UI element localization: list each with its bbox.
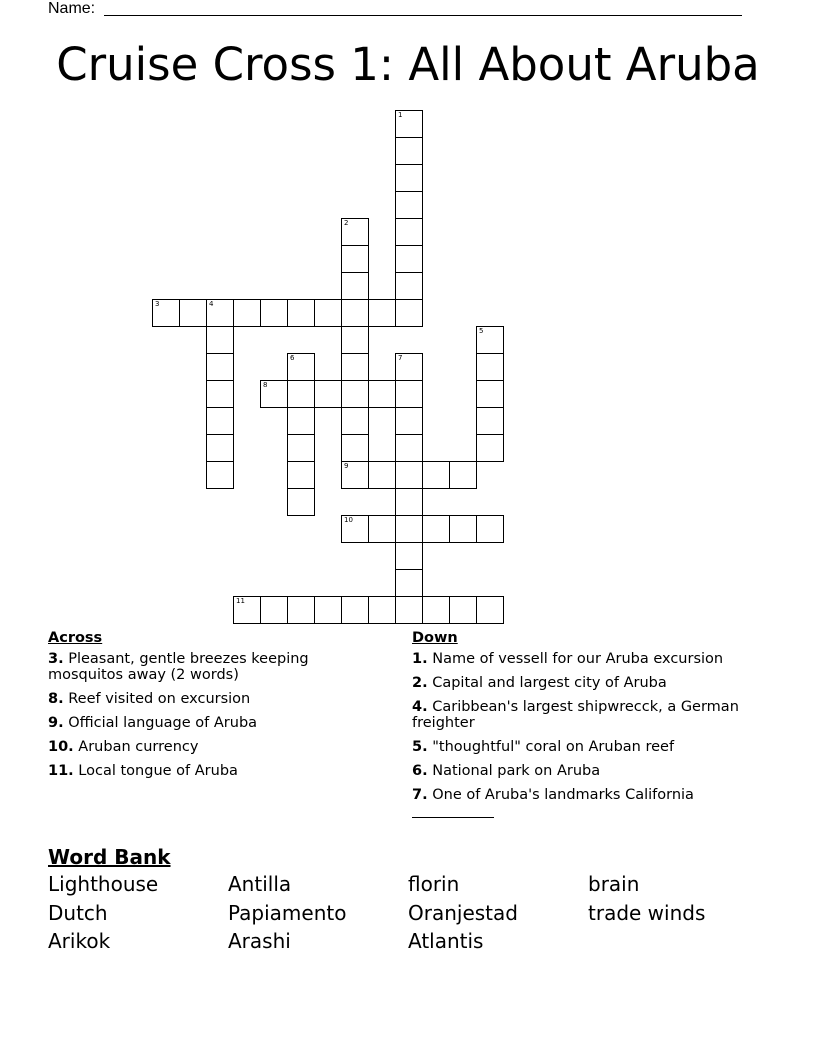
crossword-cell[interactable] [287, 461, 315, 489]
crossword-cell[interactable] [287, 407, 315, 435]
crossword-cell[interactable] [206, 353, 234, 381]
crossword-cell[interactable] [476, 380, 504, 408]
clue-number: 5. [412, 739, 428, 755]
crossword-cell[interactable] [395, 137, 423, 165]
crossword-cell[interactable] [395, 353, 423, 381]
answer-blank-line [412, 817, 494, 818]
crossword-cell[interactable] [449, 461, 477, 489]
clue-number: 4. [412, 699, 428, 715]
across-clues [48, 630, 378, 787]
word-bank-item: Papiamento [228, 900, 347, 925]
clue-text: Official language of Aruba [68, 715, 258, 731]
clue-down-2 [412, 675, 772, 691]
crossword-cell[interactable] [152, 299, 180, 327]
clue-across-9 [48, 715, 378, 731]
name-field[interactable] [48, 0, 748, 18]
crossword-cell[interactable] [476, 434, 504, 462]
clue-number: 9. [48, 715, 64, 731]
clue-text: Capital and largest city of Aruba [432, 675, 667, 691]
crossword-cell[interactable] [341, 596, 369, 624]
clue-text: Name of vessell for our Aruba excursion [432, 651, 724, 667]
crossword-cell[interactable] [260, 596, 288, 624]
page-title: Cruise Cross 1: All About Aruba [56, 38, 760, 91]
crossword-cell[interactable] [395, 191, 423, 219]
word-bank-item: Atlantis [408, 929, 484, 953]
crossword-cell[interactable] [341, 434, 369, 462]
crossword-cell[interactable] [260, 299, 288, 327]
cell-number: 11 [236, 597, 245, 605]
crossword-cell[interactable] [341, 461, 369, 489]
crossword-cell[interactable] [314, 299, 342, 327]
crossword-cell[interactable] [395, 461, 423, 489]
crossword-cell[interactable] [395, 596, 423, 624]
crossword-cell[interactable] [395, 218, 423, 246]
crossword-cell[interactable] [395, 434, 423, 462]
crossword-cell[interactable] [341, 218, 369, 246]
word-bank-item: Antilla [228, 872, 292, 896]
clue-text: Local tongue of Aruba [78, 763, 238, 779]
crossword-cell[interactable] [395, 488, 423, 516]
crossword-cell[interactable] [422, 515, 450, 543]
crossword-cell[interactable] [395, 380, 423, 408]
crossword-cell[interactable] [206, 434, 234, 462]
crossword-cell[interactable] [395, 515, 423, 543]
word-bank-item: Lighthouse [48, 872, 159, 896]
clue-text: One of Aruba's landmarks California [432, 787, 694, 803]
crossword-cell[interactable] [233, 596, 261, 624]
crossword-cell[interactable] [476, 515, 504, 543]
clue-number: 2. [412, 675, 428, 691]
crossword-cell[interactable] [449, 596, 477, 624]
crossword-cell[interactable] [368, 596, 396, 624]
crossword-cell[interactable] [260, 380, 288, 408]
crossword-cell[interactable] [206, 299, 234, 327]
down-clues [412, 630, 772, 826]
clue-number: 3. [48, 651, 64, 667]
clue-down-1 [412, 651, 772, 667]
clue-text: Pleasant, gentle breezes keeping mosquitos away (2 words) [48, 651, 309, 683]
clue-across-8 [48, 691, 378, 707]
crossword-cell[interactable] [368, 461, 396, 489]
crossword-cell[interactable] [395, 110, 423, 138]
crossword-cell[interactable] [395, 407, 423, 435]
crossword-cell[interactable] [314, 596, 342, 624]
clue-text: National park on Aruba [432, 763, 601, 779]
cell-number: 10 [344, 516, 353, 524]
word-bank-item: Dutch [48, 900, 108, 925]
clue-number: 6. [412, 763, 428, 779]
crossword-cell[interactable] [206, 326, 234, 354]
crossword-cell[interactable] [341, 326, 369, 354]
word-bank-item: florin [408, 872, 460, 896]
down-heading: Down [412, 630, 458, 646]
word-bank-item: trade winds [588, 900, 706, 925]
clue-text: Caribbean's largest shipwrecck, a German freighter [412, 699, 739, 731]
crossword-cell[interactable] [422, 461, 450, 489]
crossword-cell[interactable] [287, 488, 315, 516]
crossword-cell[interactable] [314, 380, 342, 408]
clue-across-3 [48, 651, 378, 683]
crossword-cell[interactable] [395, 164, 423, 192]
name-label: Name: [48, 0, 96, 17]
crossword-cell[interactable] [476, 407, 504, 435]
crossword-cell[interactable] [395, 245, 423, 273]
clue-number: 11. [48, 763, 74, 779]
clue-number: 1. [412, 651, 428, 667]
crossword-cell[interactable] [395, 272, 423, 300]
crossword-cell[interactable] [422, 596, 450, 624]
crossword-cell[interactable] [341, 515, 369, 543]
crossword-cell[interactable] [341, 407, 369, 435]
clue-across-10 [48, 739, 378, 755]
word-bank [48, 872, 788, 958]
crossword-cell[interactable] [368, 515, 396, 543]
crossword-cell[interactable] [395, 542, 423, 570]
clue-down-6 [412, 763, 772, 779]
clue-across-11 [48, 763, 378, 779]
clue-text: Reef visited on excursion [68, 691, 251, 707]
crossword-cell[interactable] [476, 326, 504, 354]
clue-down-5 [412, 739, 772, 755]
crossword-cell[interactable] [395, 299, 423, 327]
word-bank-item: brain [588, 872, 640, 896]
crossword-cell[interactable] [206, 380, 234, 408]
crossword-cell[interactable] [287, 380, 315, 408]
clue-text: "thoughtful" coral on Aruban reef [432, 739, 675, 755]
crossword-cell[interactable] [449, 515, 477, 543]
cell-number: 9 [344, 462, 349, 470]
cell-number: 5 [479, 327, 484, 335]
cell-number: 2 [344, 219, 349, 227]
crossword-cell[interactable] [368, 299, 396, 327]
clue-down-4 [412, 699, 772, 731]
crossword-cell[interactable] [395, 569, 423, 597]
across-heading: Across [48, 630, 103, 646]
crossword-cell[interactable] [341, 245, 369, 273]
word-bank-title: Word Bank [48, 845, 171, 869]
crossword-cell[interactable] [476, 353, 504, 381]
word-bank-item: Oranjestad [408, 900, 518, 925]
crossword-cell[interactable] [476, 596, 504, 624]
crossword-cell[interactable] [287, 353, 315, 381]
cell-number: 3 [155, 300, 160, 308]
clue-number: 7. [412, 787, 428, 803]
clue-number: 10. [48, 739, 74, 755]
word-bank-item: Arikok [48, 929, 111, 953]
cell-number: 6 [290, 354, 295, 362]
name-underline[interactable] [104, 15, 742, 16]
crossword-cell[interactable] [341, 380, 369, 408]
cell-number: 4 [209, 300, 214, 308]
clue-number: 8. [48, 691, 64, 707]
cell-number: 8 [263, 381, 268, 389]
clue-down-7 [412, 787, 772, 818]
clue-text: Aruban currency [78, 739, 199, 755]
crossword-cell[interactable] [233, 299, 261, 327]
crossword-cell[interactable] [287, 434, 315, 462]
crossword-cell[interactable] [206, 407, 234, 435]
cell-number: 1 [398, 111, 403, 119]
crossword-cell[interactable] [206, 461, 234, 489]
crossword-cell[interactable] [287, 596, 315, 624]
crossword-cell[interactable] [179, 299, 207, 327]
crossword-cell[interactable] [341, 299, 369, 327]
word-bank-item: Arashi [228, 929, 291, 953]
crossword-cell[interactable] [341, 272, 369, 300]
crossword-cell[interactable] [341, 353, 369, 381]
crossword-cell[interactable] [368, 380, 396, 408]
cell-number: 7 [398, 354, 403, 362]
crossword-cell[interactable] [287, 299, 315, 327]
